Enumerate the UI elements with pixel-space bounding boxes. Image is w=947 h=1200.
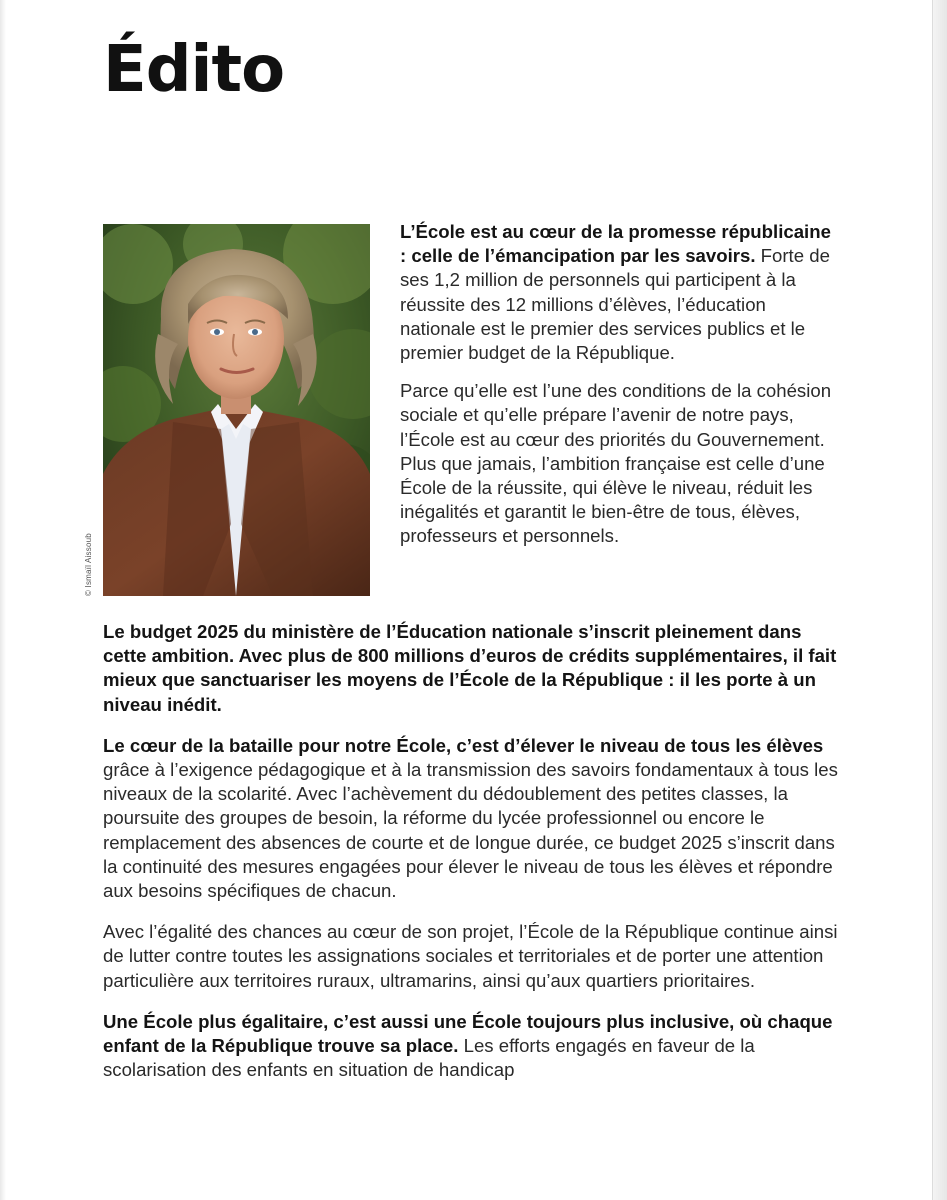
paragraph-6-text: Les efforts engagés en faveur de la scolarisation des enfants en situation de handicap	[103, 1035, 755, 1081]
paragraph-1-text: Forte de ses 1,2 million de personnels qui participent à la réussite des 12 millions d’élèves, l’éducation nationale est le premier des services publics et le premier budget de la République.	[400, 245, 830, 364]
paragraph-2-text: Parce qu’elle est l’une des conditions de la cohésion sociale et qu’elle prépare l’avenir de notre pays, l’École est au cœur des priorités du Gouvernement. Plus que jamais, l’ambition française est celle d’une École de la réussite, qui élève le niveau, réduit les inégalités et garantit le bien-être de tous, élèves, professeurs et personnels.	[400, 380, 832, 547]
paragraph-2	[400, 379, 840, 548]
paragraph-3	[103, 620, 843, 717]
paragraph-3-bold: Le budget 2025 du ministère de l’Éducation nationale s’inscrit pleinement dans cette ambition. Avec plus de 800 millions d’euros de crédits supplémentaires, il fait mieux que sanctuariser les moyens de l’École de la République : il les porte à un niveau inédit.	[103, 621, 837, 715]
page-title: Édito	[103, 33, 285, 107]
portrait-photo	[103, 224, 370, 596]
photo-credit: © Ismaïl Aissoub	[84, 533, 93, 596]
paragraph-5	[103, 920, 843, 993]
paragraph-4-text: grâce à l’exigence pédagogique et à la transmission des savoirs fondamentaux à tous les niveaux de la scolarité. Avec l’achèvement du dédoublement des petites classes, la poursuite des groupes de besoin, la réforme du lycée professionnel ou encore le remplacement des absences de courte et de longue durée, ce budget 2025 s’inscrit dans la continuité des mesures engagées pour élever le niveau de tous les élèves et répondre aux besoins spécifiques de chacun.	[103, 759, 838, 902]
page-left-edge	[0, 0, 6, 1200]
body-column	[103, 620, 843, 1082]
paragraph-6	[103, 1010, 843, 1083]
paragraph-1-bold: L’École est au cœur de la promesse républicaine : celle de l’émancipation par les savoirs.	[400, 221, 831, 267]
paragraph-1	[400, 220, 840, 365]
page-right-edge	[932, 0, 947, 1200]
paragraph-6-bold: Une École plus égalitaire, c’est aussi une École toujours plus inclusive, où chaque enfant de la République trouve sa place.	[103, 1010, 833, 1057]
paragraph-4	[103, 734, 843, 903]
paragraph-5-text: Avec l’égalité des chances au cœur de son projet, l’École de la République continue ainsi de lutter contre toutes les assignations sociales et territoriales et de porter une attention particulière aux territoires ruraux, ultramarins, ainsi qu’aux quartiers prioritaires.	[103, 921, 838, 991]
paragraph-4-bold: Le cœur de la bataille pour notre École, c’est d’élever le niveau de tous les élèves	[103, 734, 824, 756]
intro-column	[400, 220, 840, 549]
